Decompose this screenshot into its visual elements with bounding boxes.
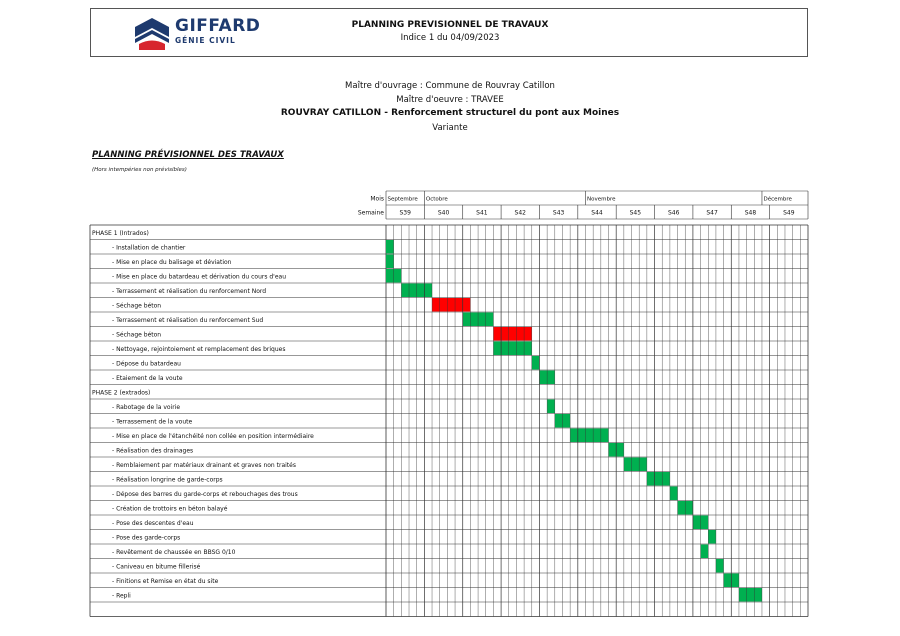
month-label: Septembre bbox=[387, 196, 418, 203]
work-bar bbox=[739, 588, 762, 602]
task-label: - Etaiement de la voute bbox=[112, 375, 183, 382]
week-label: S39 bbox=[399, 209, 411, 217]
task-label: - Mise en place de l'étanchéité non collée en position intermédiaire bbox=[112, 433, 314, 440]
work-bar bbox=[701, 545, 709, 559]
maitre-oeuvre: Maître d'oeuvre : TRAVEE bbox=[396, 95, 504, 105]
phase-label: PHASE 2 (extrados) bbox=[92, 389, 151, 397]
task-label: - Pose des garde-corps bbox=[112, 534, 181, 542]
week-label: S49 bbox=[783, 209, 795, 217]
week-label: S41 bbox=[476, 209, 488, 217]
work-bar bbox=[670, 487, 678, 501]
project-variant: Variante bbox=[432, 123, 468, 133]
work-bar bbox=[716, 559, 724, 573]
task-label: - Terrassement et réalisation du renforcement Nord bbox=[112, 288, 267, 295]
work-bar bbox=[493, 342, 531, 356]
work-bar bbox=[708, 530, 716, 544]
task-label: - Réalisation des drainages bbox=[112, 447, 194, 455]
week-label: S48 bbox=[744, 209, 757, 217]
task-label: - Mise en place du balisage et déviation bbox=[112, 259, 232, 266]
task-label: - Installation de chantier bbox=[112, 244, 186, 252]
week-label: S45 bbox=[629, 209, 642, 217]
task-label: - Réalisation longrine de garde-corps bbox=[112, 476, 223, 484]
task-label: - Caniveau en bitume fillerisé bbox=[112, 563, 201, 571]
task-label: - Terrassement et réalisation du renforcement Sud bbox=[112, 317, 264, 324]
work-bar bbox=[386, 240, 394, 254]
week-row-label: Semaine bbox=[357, 209, 384, 217]
task-label: - Terrassement de la voute bbox=[112, 418, 193, 426]
task-label: - Pose des descentes d'eau bbox=[112, 520, 194, 527]
drying-bar bbox=[493, 327, 531, 341]
task-label: - Finitions et Remise en état du site bbox=[112, 578, 219, 585]
task-label: - Séchage béton bbox=[112, 331, 162, 339]
task-label: - Repli bbox=[112, 592, 131, 600]
weather-note: (Hors intempéries non prévisibles) bbox=[92, 167, 187, 173]
task-label: - Rabotage de la voirie bbox=[112, 404, 181, 411]
week-label: S46 bbox=[668, 209, 680, 217]
drying-bar bbox=[432, 298, 470, 312]
work-bar bbox=[647, 472, 670, 486]
work-bar bbox=[570, 429, 608, 443]
work-bar bbox=[386, 255, 394, 269]
month-label: Octobre bbox=[425, 196, 448, 203]
task-label: - Dépose du batardeau bbox=[112, 360, 181, 368]
work-bar bbox=[547, 400, 555, 414]
month-label: Novembre bbox=[586, 196, 616, 203]
logo-wordmark: GIFFARD bbox=[175, 16, 261, 36]
week-label: S43 bbox=[552, 209, 565, 217]
task-label: - Séchage béton bbox=[112, 302, 162, 310]
week-label: S44 bbox=[591, 209, 603, 217]
work-bar bbox=[532, 356, 540, 370]
week-label: S40 bbox=[437, 209, 450, 217]
document-title: PLANNING PREVISIONNEL DE TRAVAUX bbox=[351, 20, 549, 30]
maitre-ouvrage: Maître d'ouvrage : Commune de Rouvray Catillon bbox=[345, 81, 555, 91]
document-revision: Indice 1 du 04/09/2023 bbox=[400, 33, 500, 43]
month-row-label: Mois bbox=[370, 195, 384, 203]
week-label: S42 bbox=[514, 209, 526, 217]
week-label: S47 bbox=[706, 209, 718, 217]
work-bar bbox=[624, 458, 647, 472]
month-label: Décembre bbox=[763, 196, 792, 203]
project-title: ROUVRAY CATILLON - Renforcement structurel du pont aux Moines bbox=[280, 108, 620, 118]
task-label: - Remblaiement par matériaux drainant et graves non traités bbox=[112, 462, 296, 469]
task-label: - Création de trottoirs en béton balayé bbox=[112, 505, 228, 513]
task-label: - Mise en place du batardeau et dérivation du cours d'eau bbox=[112, 273, 287, 281]
logo-tagline: GÉNIE CIVIL bbox=[175, 36, 236, 45]
section-title: PLANNING PRÉVISIONNEL DES TRAVAUX bbox=[92, 150, 284, 160]
task-label: - Nettoyage, rejointoiement et remplacement des briques bbox=[112, 346, 286, 353]
task-label: - Revêtement de chaussée en BBSG 0/10 bbox=[112, 549, 236, 556]
task-label: - Dépose des barres du garde-corps et rebouchages des trous bbox=[112, 491, 298, 498]
phase-label: PHASE 1 (Intrados) bbox=[92, 230, 149, 237]
